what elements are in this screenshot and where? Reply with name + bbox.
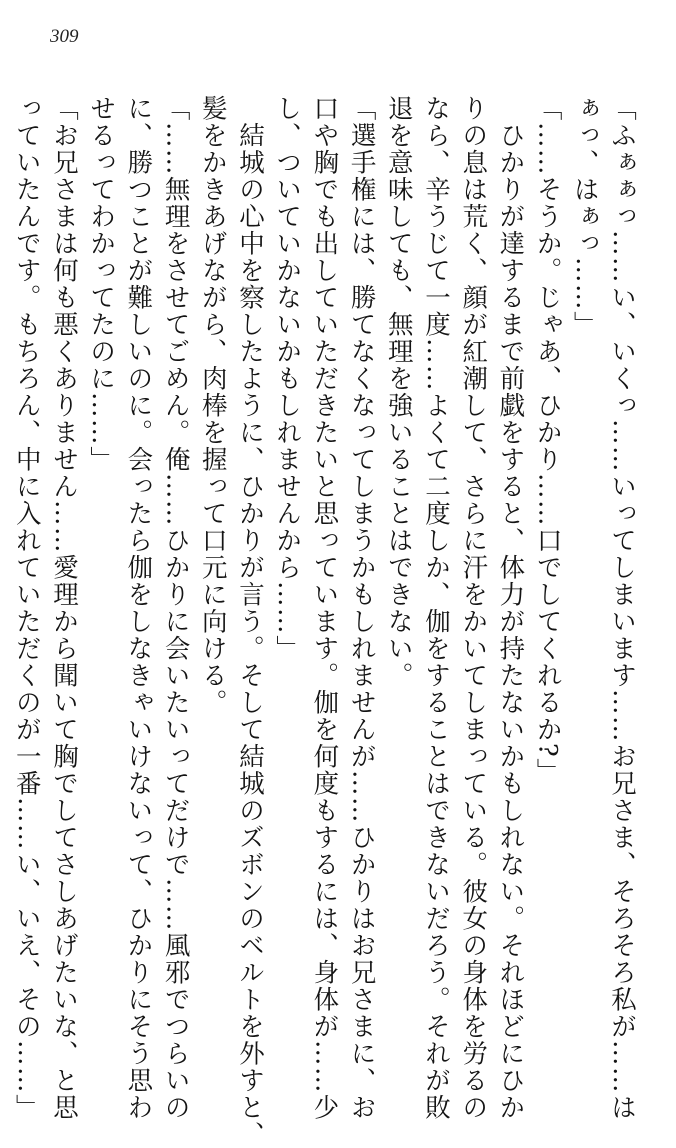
- text-line: 「……そうか。じゃあ、ひかり……口でしてくれるか?」: [532, 95, 563, 786]
- text-line: 「選手権には、勝てなくなってしまうかもしれませんが……ひかりはお兄さまに、お: [346, 95, 377, 1121]
- text-line: っていたんです。もちろん、中に入れていただくのが一番……い、いえ、その……」: [11, 95, 42, 1121]
- text-line: なら、辛うじて一度……よくて二度しか、伽をすることはできないだろう。それが敗: [420, 95, 451, 1121]
- page-number: 309: [50, 26, 79, 47]
- vertical-text-body: [11, 95, 640, 1148]
- text-line: 「……無理をさせてごめん。俺……ひかりに会いたいってだけで……風邪でつらいの: [160, 95, 191, 1121]
- text-line: せるってわかってたのに……」: [86, 95, 117, 473]
- text-line: 「ふぁぁっ……い、いくっ……いってしまいます……お兄さま、そろそろ私が……は: [607, 95, 637, 1121]
- text-line: し、ついていかないかもしれませんから……」: [272, 95, 303, 662]
- text-line: 「お兄さまは何も悪くありません……愛理から聞いて胸でしてさしあげたいな、と思: [48, 95, 79, 1121]
- text-line: 退を意味しても、無理を強いることはできない。: [383, 95, 414, 689]
- text-line: りの息は荒く、顔が紅潮して、さらに汗をかいてしまっている。彼女の身体を労るの: [458, 95, 489, 1121]
- text-line: 結城の心中を察したように、ひかりが言う。そして結城のズボンのベルトを外すと、: [234, 95, 265, 1148]
- text-line: ひかりが達するまで前戯をすると、体力が持たないかもしれない。それほどにひか: [495, 95, 526, 1121]
- text-line: ぁっ、はぁっ……」: [569, 95, 600, 338]
- text-line: 口や胸でも出していただきたいと思っています。伽を何度もするには、身体が……少: [309, 95, 340, 1121]
- text-line: 髪をかきあげながら、肉棒を握って口元に向ける。: [197, 95, 228, 716]
- text-line: に、勝つことが難しいのに。会ったら伽をしなきゃいけないって、ひかりにそう思わ: [123, 95, 154, 1121]
